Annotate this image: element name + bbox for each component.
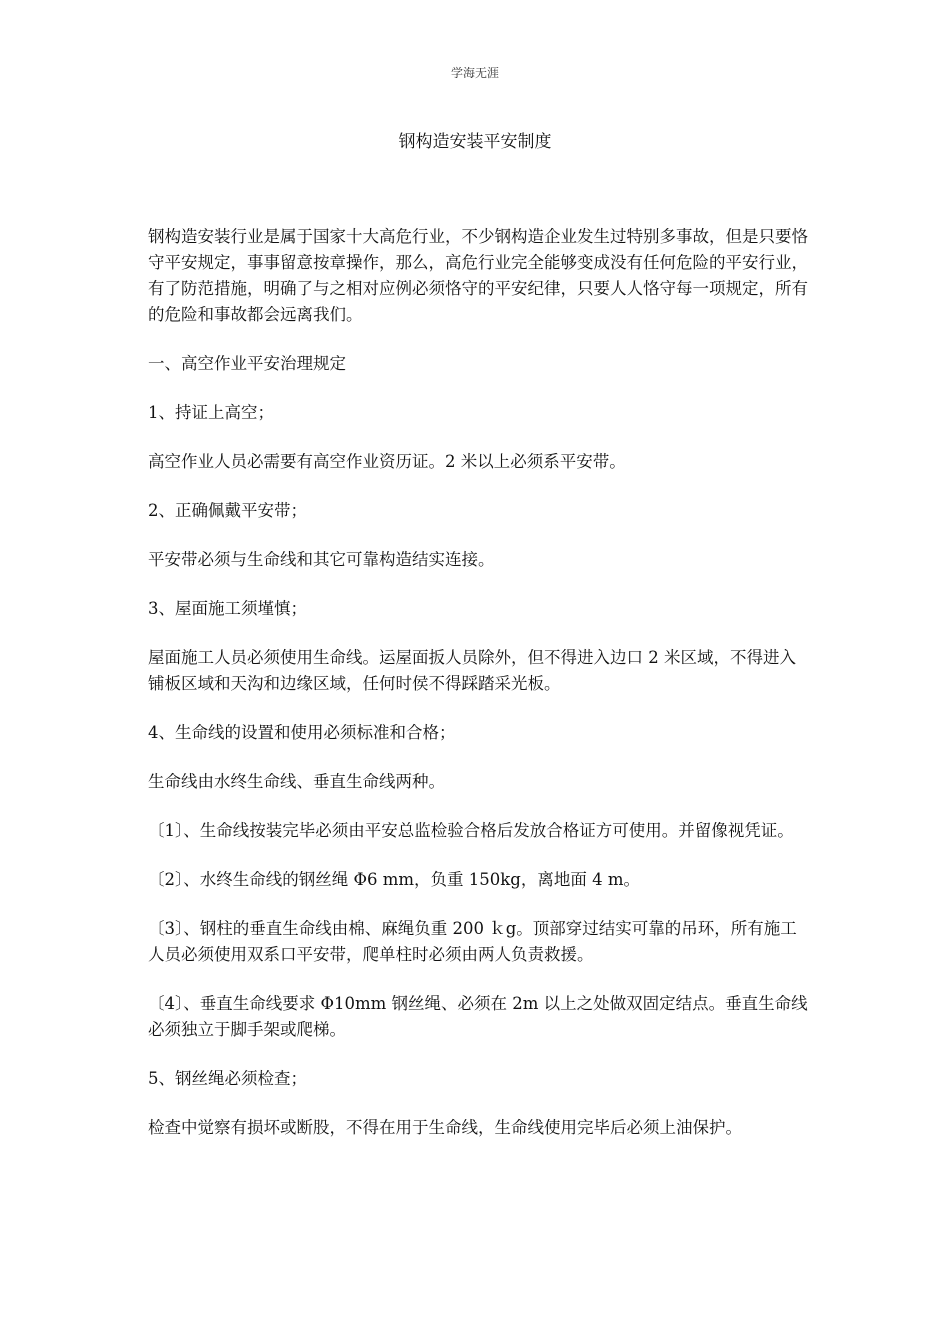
item-text-3: 屋面施工人员必须使用生命线。运屋面扳人员除外，但不得进入边口 2 米区域，不得进入铺板区域和天沟和边缘区域，任何时侯不得踩踏采光板。: [148, 648, 796, 693]
sub-item-2: 〔2〕、水终生命线的钢丝绳 Φ6 mm，负重 150kg，离地面 4 m。: [148, 870, 640, 889]
item-text-4: 生命线由水终生命线、垂直生命线两种。: [148, 772, 445, 791]
item-heading-4: 4、生命线的设置和使用必须标准和合格；: [148, 723, 456, 742]
item-heading-1: 1、持证上高空；: [148, 403, 274, 422]
sub-item-4: 〔4〕、垂直生命线要求 Φ10mm 钢丝绳、必须在 2m 以上之处做双固定结点。垂直生命线必须独立于脚手架或爬梯。: [148, 994, 808, 1039]
sub-item-1: 〔1〕、生命线按装完毕必须由平安总监检验合格后发放合格证方可使用。并留像视凭证。: [148, 821, 794, 840]
item-heading-5: 5、钢丝绳必须检查；: [148, 1069, 307, 1088]
sub-item-3: 〔3〕、钢柱的垂直生命线由棉、麻绳负重 200 ｋg。顶部穿过结实可靠的吊环，所有施工人员必须使用双系口平安带，爬单柱时必须由两人负责救援。: [148, 919, 797, 964]
document-body: [148, 224, 808, 1164]
item-text-2: 平安带必须与生命线和其它可靠构造结实连接。: [148, 550, 495, 569]
item-text-5: 检查中觉察有损坏或断股，不得在用于生命线，生命线使用完毕后必须上油保护。: [148, 1118, 742, 1137]
document-title: 钢构造安装平安制度: [398, 132, 552, 152]
item-heading-3: 3、屋面施工须墐慎；: [148, 599, 307, 618]
intro-paragraph: 钢构造安装行业是属于国家十大高危行业，不少钢构造企业发生过特别多事故，但是只要恪守平安规定，事事留意按章操作，那么，高危行业完全能够变成没有任何危险的平安行业，有了防范措施，明确了与之相对应例必须恪守的平安纪律，只要人人恪守每一项规定，所有的危险和事故都会远离我们。: [148, 227, 808, 324]
section-heading-1: 一、高空作业平安治理规定: [148, 354, 346, 373]
item-heading-2: 2、正确佩戴平安带；: [148, 501, 307, 520]
page-header: 学海无涯: [450, 66, 499, 80]
item-text-1: 高空作业人员必需要有高空作业资历证。2 米以上必须系平安带。: [148, 452, 626, 471]
